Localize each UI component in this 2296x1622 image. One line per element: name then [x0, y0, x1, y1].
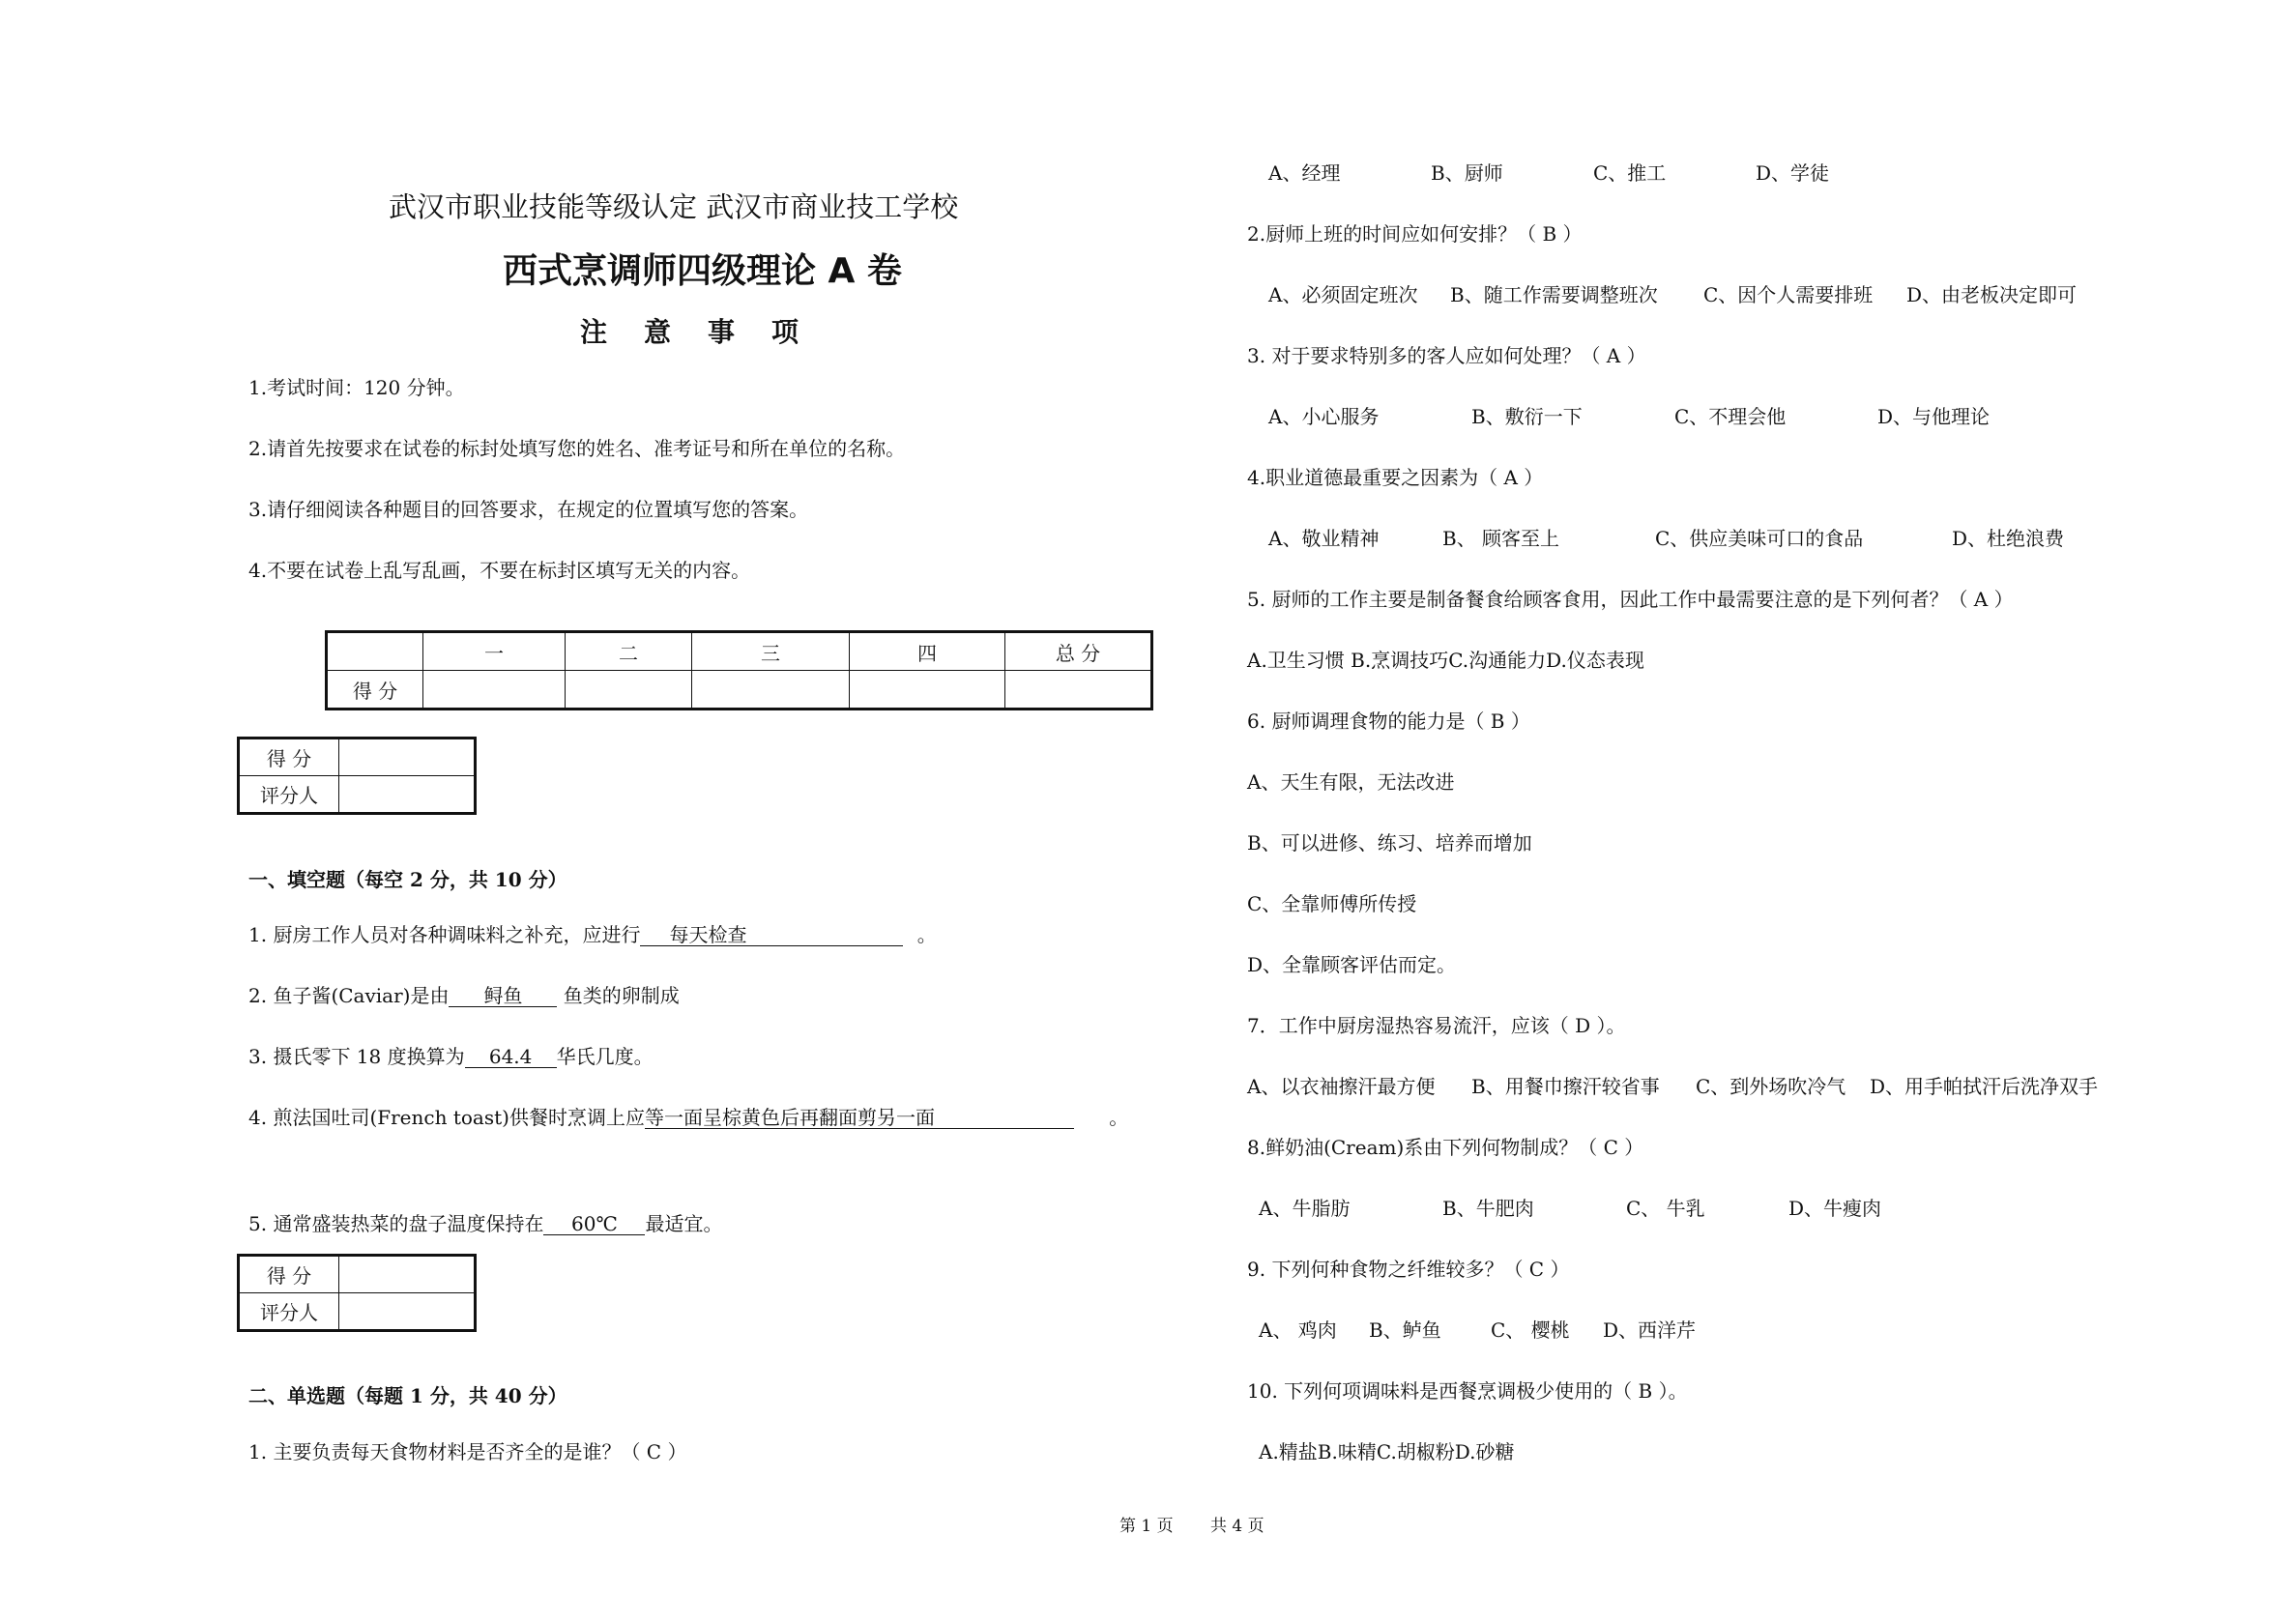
choice-q1-options: [1268, 163, 1829, 183]
option: C、不理会他: [1674, 405, 1787, 428]
score-cell: [692, 671, 850, 710]
choice-q10: 10. 下列何项调味料是西餐烹调极少使用的（ B ）。: [1247, 1379, 1688, 1403]
choice-q3: 3. 对于要求特别多的客人应如何处理？（ A ）: [1247, 344, 1646, 367]
instruction-2: 2.请首先按要求在试卷的标封处填写您的姓名、准考证号和所在单位的名称。: [248, 437, 906, 460]
option: B、厨师: [1431, 161, 1503, 185]
option: C、供应美味可口的食品: [1655, 527, 1864, 550]
choice-q6-option-d: D、全靠顾客评估而定。: [1247, 953, 1457, 976]
choice-q8-options: [1259, 1199, 1881, 1218]
choice-q7-options: [1247, 1077, 2098, 1096]
score-header-1: 一: [423, 632, 566, 671]
choice-q6-option-b: B、可以进修、练习、培养而增加: [1247, 831, 1532, 854]
fill-q3: [248, 1047, 654, 1068]
option: A、必须固定班次: [1268, 283, 1418, 306]
fill-q2: [248, 986, 680, 1007]
org-line: 武汉市职业技能等级认定 武汉市商业技工学校: [389, 190, 959, 223]
section1-heading: 一、填空题（每空 2 分，共 10 分）: [248, 868, 567, 891]
choice-q1: 1. 主要负责每天食物材料是否齐全的是谁？（ C ）: [248, 1440, 687, 1463]
option: D、西洋芹: [1603, 1318, 1697, 1342]
choice-q8: 8.鲜奶油(Cream)系由下列何物制成？（ C ）: [1247, 1136, 1644, 1159]
option: C、 牛乳: [1626, 1197, 1705, 1220]
score-cell: [566, 671, 692, 710]
choice-q9: 9. 下列何种食物之纤维较多？（ C ）: [1247, 1258, 1570, 1281]
grader-box-2: [237, 1254, 477, 1332]
fill-q4-end: 。: [1102, 1106, 1129, 1129]
option: B、牛肥肉: [1442, 1197, 1534, 1220]
exam-title: 西式烹调师四级理论 A 卷: [503, 251, 902, 291]
option: A、 鸡肉: [1259, 1318, 1337, 1342]
fill-q3-answer: 64.4: [465, 1047, 557, 1068]
option: A、以衣袖擦汗最方便: [1247, 1075, 1436, 1098]
fill-q2-text: 2. 鱼子酱(Caviar)是由: [248, 984, 450, 1007]
choice-q6: 6. 厨师调理食物的能力是（ B ）: [1247, 710, 1530, 733]
score-header-2: 二: [566, 632, 692, 671]
choice-q5-options: A.卫生习惯 B.烹调技巧C.沟通能力D.仪态表现: [1247, 649, 1644, 672]
fill-q4: [248, 1108, 1128, 1129]
choice-q5: 5. 厨师的工作主要是制备餐食给顾客食用，因此工作中最需要注意的是下列何者？（ A ）: [1247, 588, 2014, 611]
score-header-4: 四: [850, 632, 1005, 671]
fill-q2-end: 鱼类的卵制成: [557, 984, 680, 1007]
choice-q4-options: [1268, 529, 2064, 548]
notice-title: 注意事项: [580, 316, 836, 348]
fill-q3-text: 3. 摄氏零下 18 度换算为: [248, 1045, 465, 1068]
option: D、与他理论: [1877, 405, 1991, 428]
instruction-4: 4.不要在试卷上乱写乱画，不要在标封区填写无关的内容。: [248, 559, 751, 582]
option: C、 樱桃: [1491, 1318, 1570, 1342]
fill-q4-text: 4. 煎法国吐司(French toast)供餐时烹调上应: [248, 1106, 645, 1129]
choice-q10-options: A.精盐B.味精C.胡椒粉D.砂糖: [1259, 1440, 1515, 1463]
option: D、杜绝浪费: [1952, 527, 2065, 550]
option: D、学徒: [1756, 161, 1830, 185]
fill-q3-end: 华氏几度。: [556, 1045, 654, 1068]
score-header-3: 三: [692, 632, 850, 671]
choice-q6-option-a: A、天生有限，无法改进: [1247, 770, 1455, 794]
option: A、牛脂肪: [1259, 1197, 1351, 1220]
footer-page-number: 第 1 页: [1119, 1517, 1174, 1536]
option: A、敬业精神: [1268, 527, 1380, 550]
option: B、敷衍一下: [1471, 405, 1583, 428]
grader-name-label: 评分人: [239, 776, 339, 814]
fill-q5-answer: 60℃: [543, 1214, 645, 1235]
fill-q4-answer: 等一面呈棕黄色后再翻面剪另一面: [645, 1108, 1074, 1129]
option: C、因个人需要排班: [1703, 283, 1874, 306]
fill-q1-end: 。: [911, 923, 937, 946]
grader-name-label: 评分人: [239, 1293, 339, 1331]
fill-q1: [248, 925, 937, 946]
fill-q1-text: 1. 厨房工作人员对各种调味料之补充，应进行: [248, 923, 641, 946]
choice-q9-options: [1259, 1320, 1696, 1340]
option: D、由老板决定即可: [1906, 283, 2078, 306]
choice-q3-options: [1268, 407, 1990, 426]
score-header-blank: [327, 632, 423, 671]
score-cell: [1005, 671, 1152, 710]
grader-score-cell: [339, 739, 476, 776]
choice-q4: 4.职业道德最重要之因素为（ A ）: [1247, 466, 1544, 489]
score-cell: [423, 671, 566, 710]
option: B、用餐巾擦汗较省事: [1471, 1075, 1660, 1098]
option: D、用手帕拭汗后洗净双手: [1870, 1075, 2099, 1098]
choice-q2: 2.厨师上班的时间应如何安排？（ B ）: [1247, 222, 1583, 246]
option: B、随工作需要调整班次: [1450, 283, 1658, 306]
grader-score-label: 得 分: [239, 1256, 339, 1293]
option: C、到外场吹冷气: [1696, 1075, 1846, 1098]
option: A、小心服务: [1268, 405, 1380, 428]
fill-q5: [248, 1214, 722, 1235]
choice-q6-option-c: C、全靠师傅所传授: [1247, 892, 1417, 915]
option: C、推工: [1593, 161, 1667, 185]
fill-q5-text: 5. 通常盛装热菜的盘子温度保持在: [248, 1212, 544, 1235]
footer-total-pages: 共 4 页: [1210, 1517, 1264, 1536]
option: A、经理: [1268, 161, 1341, 185]
instruction-1: 1.考试时间：120 分钟。: [248, 376, 465, 399]
section2-heading: 二、单选题（每题 1 分，共 40 分）: [248, 1384, 567, 1407]
grader-name-cell: [339, 776, 476, 814]
fill-q2-answer: 鲟鱼: [449, 986, 557, 1007]
grader-score-label: 得 分: [239, 739, 339, 776]
fill-q1-answer: 每天检查: [640, 925, 903, 946]
choice-q2-options: [1268, 285, 2077, 304]
option: B、 顾客至上: [1442, 527, 1560, 550]
grader-name-cell: [339, 1293, 476, 1331]
fill-q5-end: 最适宜。: [645, 1212, 723, 1235]
option: B、鲈鱼: [1369, 1318, 1441, 1342]
option: D、牛瘦肉: [1788, 1197, 1882, 1220]
grader-score-cell: [339, 1256, 476, 1293]
grader-box-1: [237, 737, 477, 815]
score-header-total: 总 分: [1005, 632, 1152, 671]
instruction-3: 3.请仔细阅读各种题目的回答要求，在规定的位置填写您的答案。: [248, 498, 809, 521]
score-row-label: 得 分: [327, 671, 423, 710]
choice-q7: 7．工作中厨房湿热容易流汗，应该（ D ）。: [1247, 1014, 1626, 1037]
score-cell: [850, 671, 1005, 710]
score-table: [325, 630, 1153, 710]
